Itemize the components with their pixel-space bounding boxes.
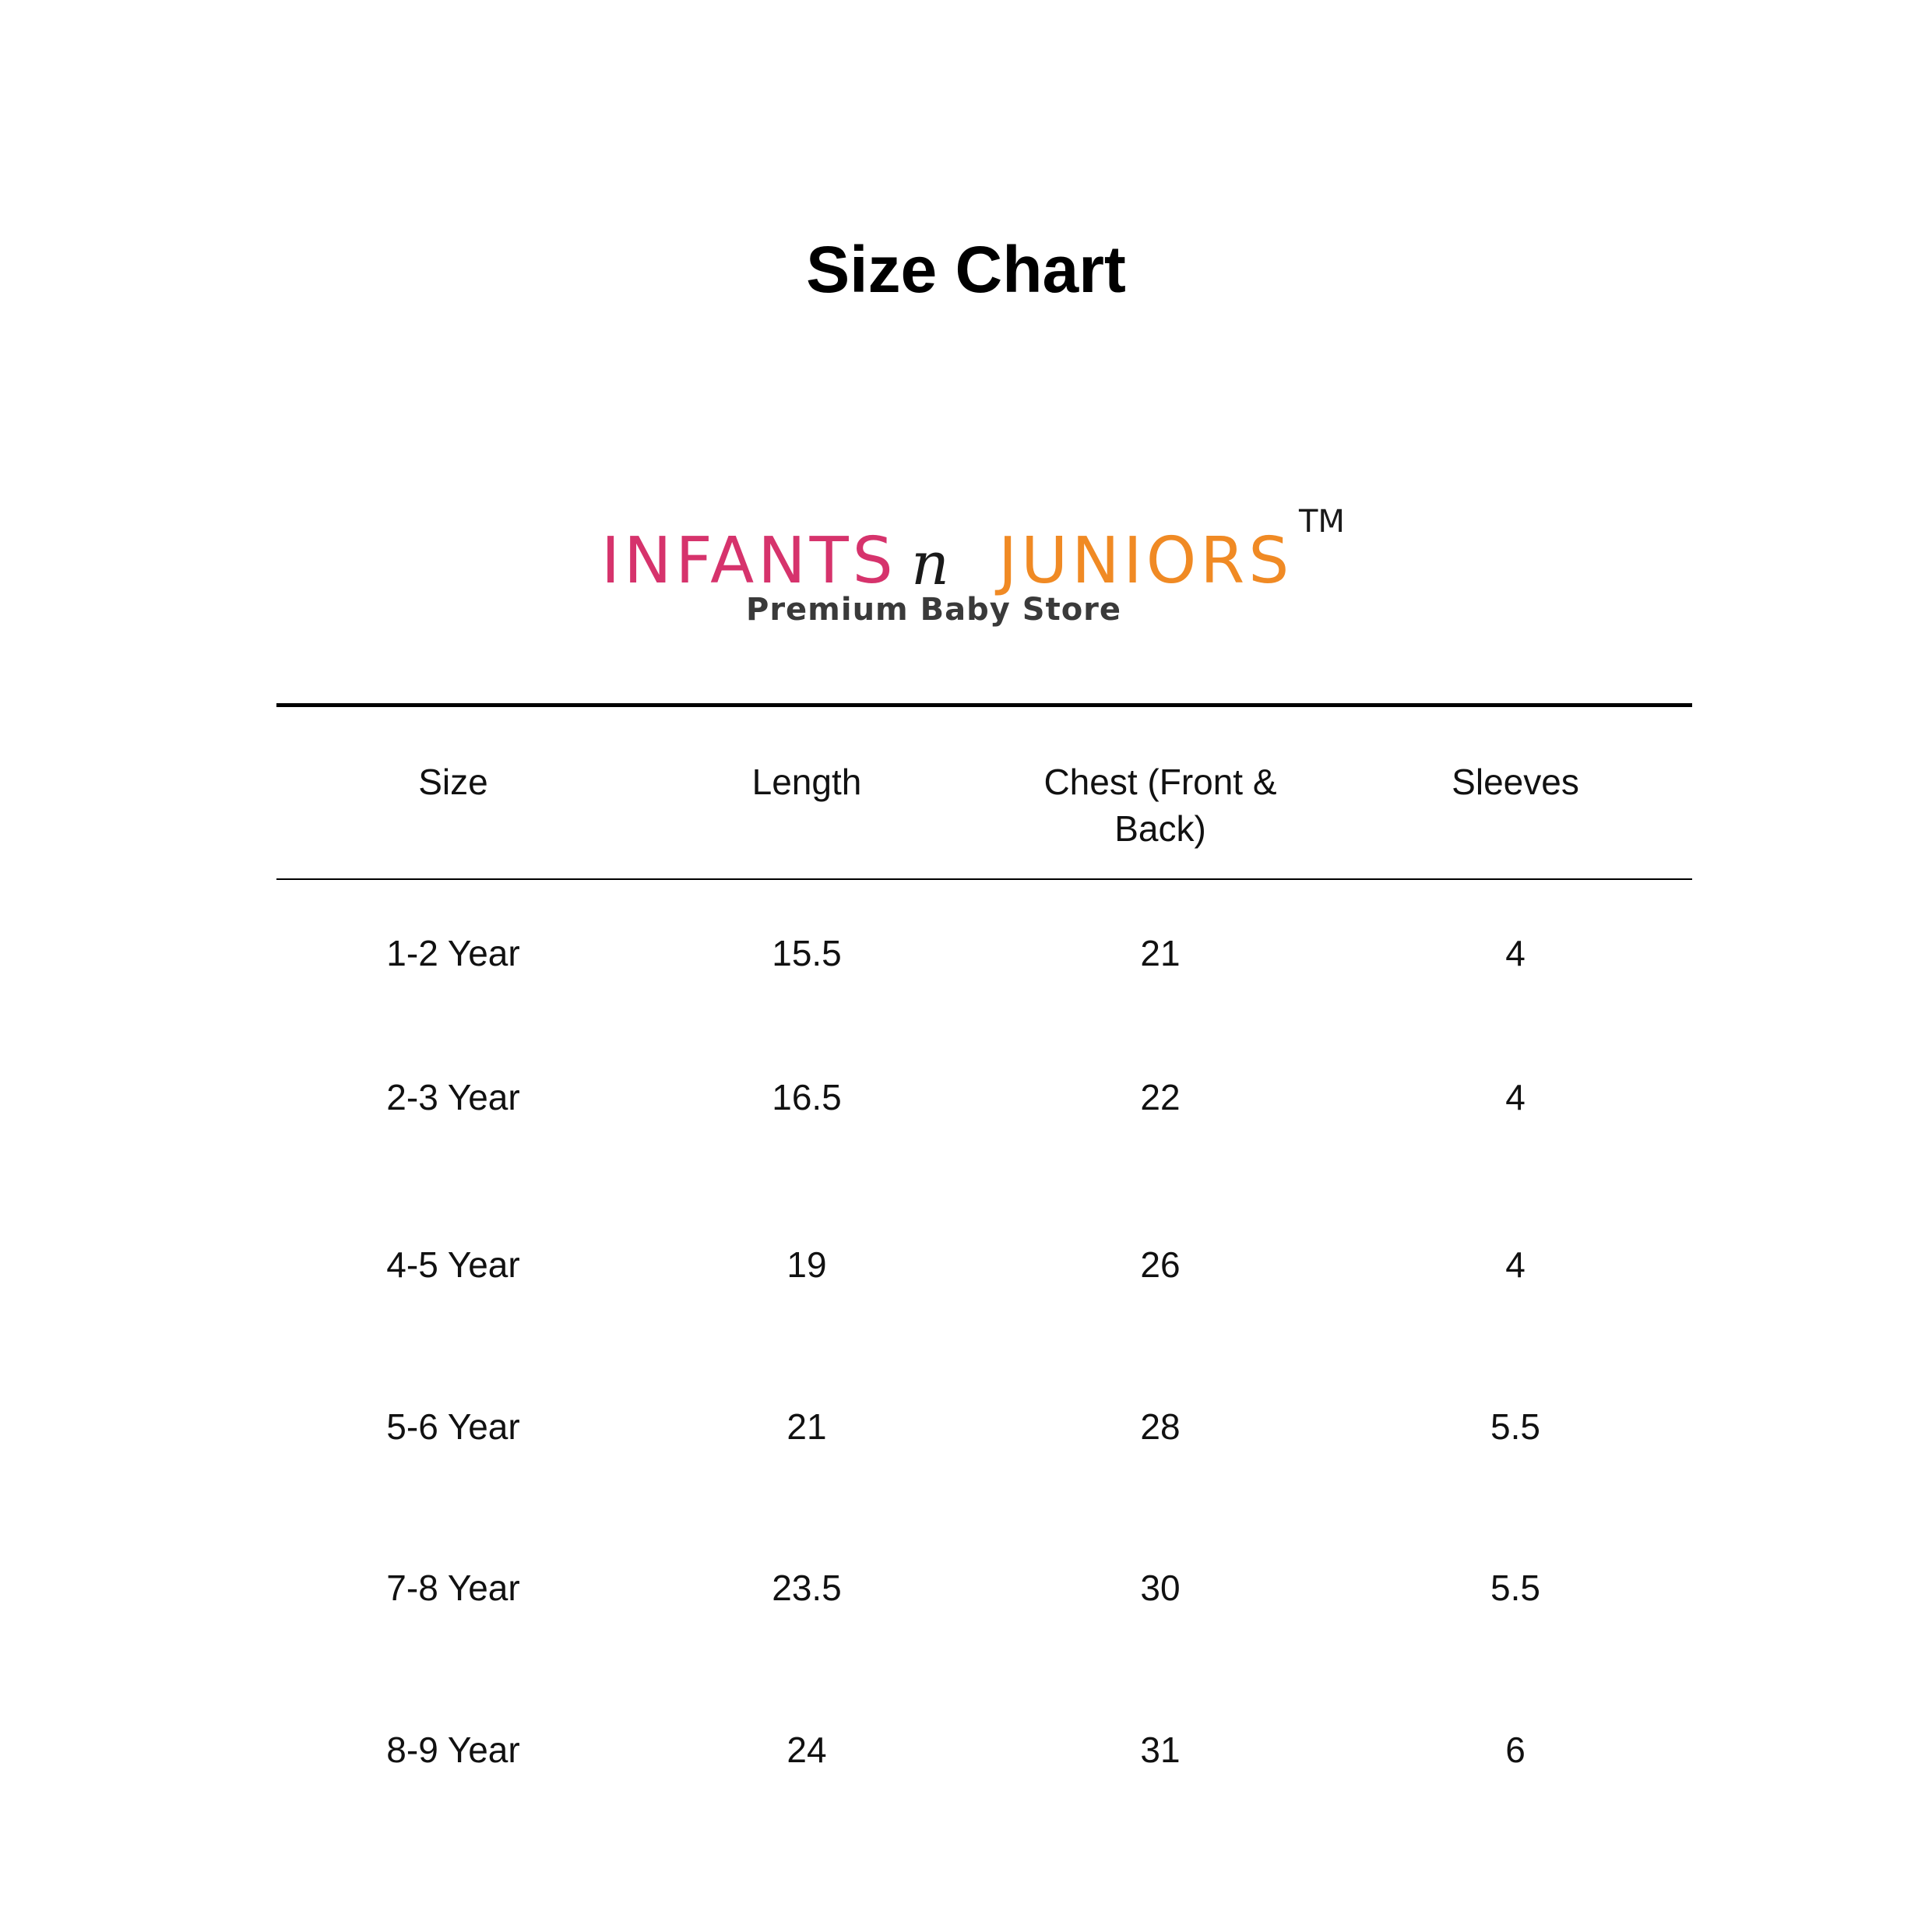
header-sleeves: Sleeves: [1452, 762, 1579, 802]
cell-chest: 22: [1140, 1077, 1181, 1117]
cell-length: 24: [787, 1730, 827, 1770]
header-size: Size: [418, 762, 488, 802]
cell-size: 7-8 Year: [386, 1568, 520, 1608]
cell-sleeves: 6: [1505, 1730, 1526, 1770]
cell-size: 8-9 Year: [386, 1730, 520, 1770]
cell-size: 4-5 Year: [386, 1244, 520, 1285]
cell-size: 5-6 Year: [386, 1406, 520, 1447]
cell-chest: 30: [1140, 1568, 1181, 1608]
brand-logo: [576, 498, 1371, 639]
table-top-rule: [276, 703, 1692, 707]
cell-sleeves: 5.5: [1490, 1406, 1540, 1447]
trademark-symbol: TM: [1299, 504, 1345, 540]
cell-sleeves: 4: [1505, 1244, 1526, 1285]
cell-size: 2-3 Year: [386, 1077, 520, 1117]
table-header-rule: [276, 878, 1692, 880]
cell-sleeves: 5.5: [1490, 1568, 1540, 1608]
header-length: Length: [751, 762, 862, 802]
cell-length: 23.5: [772, 1568, 842, 1608]
cell-size: 1-2 Year: [386, 933, 520, 973]
logo-word-juniors: JUNIORS: [998, 524, 1293, 598]
cell-chest: 26: [1140, 1244, 1181, 1285]
cell-chest: 31: [1140, 1730, 1181, 1770]
logo-connector: n: [911, 529, 949, 598]
cell-chest: 21: [1140, 933, 1181, 973]
logo-tagline: Premium Baby Store: [746, 592, 1122, 628]
header-chest: Chest (Front & Back): [1043, 762, 1277, 849]
cell-sleeves: 4: [1505, 1077, 1526, 1117]
cell-length: 19: [787, 1244, 827, 1285]
logo-word-infants: INFANTS: [601, 524, 897, 598]
cell-sleeves: 4: [1505, 933, 1526, 973]
page-title: Size Chart: [806, 233, 1126, 306]
cell-length: 21: [787, 1406, 827, 1447]
cell-chest: 28: [1140, 1406, 1181, 1447]
cell-length: 15.5: [772, 933, 842, 973]
cell-length: 16.5: [772, 1077, 842, 1117]
